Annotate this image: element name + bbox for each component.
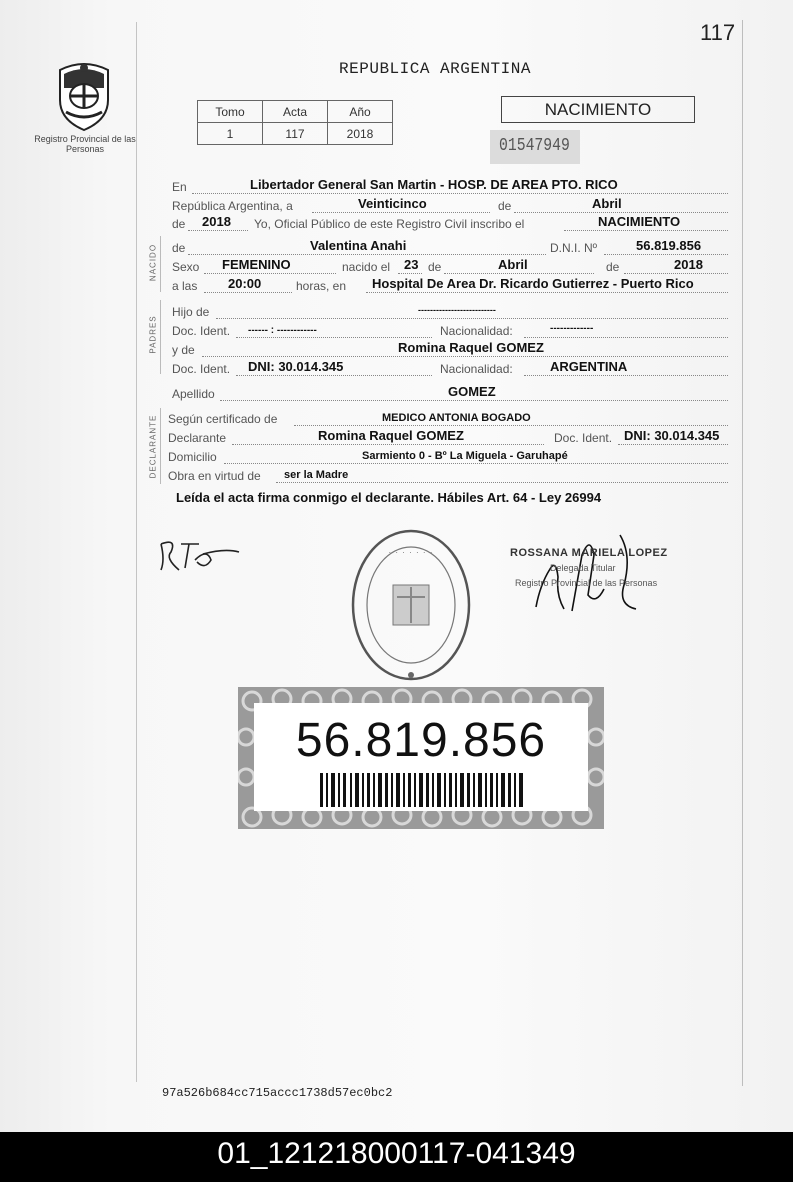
value-father-nat: ------------- <box>550 323 594 334</box>
label-domicilio: Domicilio <box>168 450 217 464</box>
value-capacity: ser la Madre <box>284 469 349 481</box>
value-name: Valentina Anahi <box>310 238 407 253</box>
section-bar <box>160 300 161 374</box>
row-mother-doc <box>172 358 728 376</box>
page-edge <box>742 20 743 1086</box>
row-date <box>172 195 728 213</box>
label-doc-ident: Doc. Ident. <box>172 324 231 338</box>
value-mother-doc: DNI: 30.014.345 <box>248 359 344 374</box>
dotted-line <box>276 482 728 483</box>
row-capacity <box>168 465 728 483</box>
label-y-de: y de <box>172 343 195 357</box>
value-birth-year: 2018 <box>674 257 703 272</box>
dotted-line <box>236 337 432 338</box>
dotted-line <box>216 318 728 319</box>
value-act: NACIMIENTO <box>598 214 681 229</box>
dotted-line <box>192 193 728 194</box>
row-address <box>168 446 728 464</box>
label-doc-ident: Doc. Ident. <box>172 362 231 376</box>
value-day-words: Veinticinco <box>358 196 427 211</box>
label-obra: Obra en virtud de <box>168 469 261 483</box>
dotted-line <box>618 444 728 445</box>
dotted-line <box>624 273 728 274</box>
dotted-line <box>524 337 728 338</box>
value-address: Sarmiento 0 - Bº La Miguela - Garuhapé <box>362 450 568 462</box>
dotted-line <box>188 230 248 231</box>
registry-value-ano: 2018 <box>328 123 393 145</box>
label-sexo: Sexo <box>172 260 200 274</box>
dotted-line <box>366 292 728 293</box>
label-de: de <box>606 260 620 274</box>
dni-sticker <box>238 687 604 829</box>
label-horas-en: horas, en <box>296 279 347 293</box>
dotted-line <box>188 254 546 255</box>
row-surname <box>172 383 728 401</box>
registry-table <box>197 100 393 145</box>
section-label-nacido: NACIDO <box>148 243 158 282</box>
value-declarant-doc: DNI: 30.014.345 <box>624 428 720 443</box>
row-mother <box>172 339 728 357</box>
label-de: de <box>172 217 186 231</box>
label-de-person: de <box>172 241 186 255</box>
row-name <box>172 237 728 255</box>
label-segun: Según certificado de <box>168 412 278 426</box>
label-hijo-de: Hijo de <box>172 305 210 319</box>
row-father-doc <box>172 320 728 338</box>
scan-filename: 01_121218000117-041349 <box>217 1137 576 1170</box>
label-doc-ident: Doc. Ident. <box>554 431 613 445</box>
label-de: de <box>498 199 512 213</box>
logo-caption: Registro Provincial de las Personas <box>34 134 136 154</box>
value-hospital: Hospital De Area Dr. Ricardo Gutierrez - Puerto Rico <box>372 276 694 291</box>
value-mother: Romina Raquel GOMEZ <box>398 340 544 355</box>
svg-text:· · · · · · ·: · · · · · · · <box>388 548 434 557</box>
label-apellido: Apellido <box>172 387 215 401</box>
label-declarante: Declarante <box>168 431 227 445</box>
barcode-icon <box>320 773 524 807</box>
signatory-role: Delegada Titular <box>550 563 616 573</box>
page-edge <box>136 22 137 1082</box>
scan-footer-bar <box>0 1132 793 1182</box>
row-time-place <box>172 275 728 293</box>
dotted-line <box>224 463 728 464</box>
serial-number: 01547949 <box>499 136 570 156</box>
registry-header-acta: Acta <box>263 101 328 123</box>
row-declarant <box>168 427 728 445</box>
signatory-org: Registro Provincial de las Personas <box>515 578 658 588</box>
value-certificate: MEDICO ANTONIA BOGADO <box>382 412 531 424</box>
registry-header-tomo: Tomo <box>198 101 263 123</box>
value-surname: GOMEZ <box>448 384 496 399</box>
value-birth-day: 23 <box>404 257 419 272</box>
value-dni: 56.819.856 <box>636 238 702 253</box>
value-birth-month: Abril <box>498 257 528 272</box>
label-en: En <box>172 180 187 194</box>
registry-header-ano: Año <box>328 101 393 123</box>
registry-value-row <box>198 123 393 145</box>
dotted-line <box>232 444 544 445</box>
dotted-line <box>604 254 728 255</box>
label-nacido-el: nacido el <box>342 260 391 274</box>
row-year <box>172 213 728 231</box>
sticker-dni-number: 56.819.856 <box>295 714 547 767</box>
dotted-line <box>220 400 728 401</box>
act-type-box: NACIMIENTO <box>501 96 695 123</box>
row-sex <box>172 256 728 274</box>
label-dni: D.N.I. Nº <box>550 241 598 255</box>
label-nacionalidad: Nacionalidad: <box>440 324 513 338</box>
label-de: de <box>428 260 442 274</box>
value-month: Abril <box>592 196 622 211</box>
section-bar <box>160 236 161 292</box>
label-republica: República Argentina, a <box>172 199 293 213</box>
value-time: 20:00 <box>228 276 262 291</box>
document-title: REPUBLICA ARGENTINA <box>339 60 531 78</box>
sticker-label <box>254 703 588 811</box>
row-father <box>172 301 728 319</box>
registry-crest-icon <box>52 56 116 132</box>
value-year: 2018 <box>202 214 231 229</box>
section-label-declarante: DECLARANTE <box>148 414 158 479</box>
value-mother-nat: ARGENTINA <box>550 359 628 374</box>
dotted-line <box>564 230 728 231</box>
dotted-line <box>236 375 432 376</box>
row-place <box>172 176 728 194</box>
official-seal-icon <box>350 525 472 685</box>
value-declarant: Romina Raquel GOMEZ <box>318 428 464 443</box>
closing-statement: Leída el acta firma conmigo el declarante. Hábiles Art. 64 - Ley 26994 <box>176 490 602 505</box>
value-sex: FEMENINO <box>222 257 291 272</box>
section-bar <box>160 408 161 484</box>
value-father-doc: ------ : ------------ <box>248 325 317 336</box>
dotted-line <box>398 273 422 274</box>
label-oficial: Yo, Oficial Público de este Registro Civil inscribo el <box>254 217 525 231</box>
page-number: 117 <box>700 20 736 45</box>
dotted-line <box>202 356 728 357</box>
value-father: -------------------------- <box>418 305 496 315</box>
registry-header-row <box>198 101 393 123</box>
section-label-padres: PADRES <box>148 315 158 354</box>
document-hash: 97a526b684cc715accc1738d57ec0bc2 <box>162 1086 393 1100</box>
signatory-name: ROSSANA MARIELA LOPEZ <box>510 547 668 559</box>
officer-initials-signature-icon <box>155 530 245 580</box>
serial-stamp <box>490 130 580 164</box>
dotted-line <box>204 273 336 274</box>
value-place: Libertador General San Martin - HOSP. DE AREA PTO. RICO <box>250 177 618 192</box>
dotted-line <box>294 425 728 426</box>
dotted-line <box>444 273 594 274</box>
registry-value-acta: 117 <box>263 123 328 145</box>
registry-value-tomo: 1 <box>198 123 263 145</box>
label-nacionalidad: Nacionalidad: <box>440 362 513 376</box>
label-a-las: a las <box>172 279 198 293</box>
row-certificate <box>168 408 728 426</box>
dotted-line <box>204 292 292 293</box>
dotted-line <box>524 375 728 376</box>
